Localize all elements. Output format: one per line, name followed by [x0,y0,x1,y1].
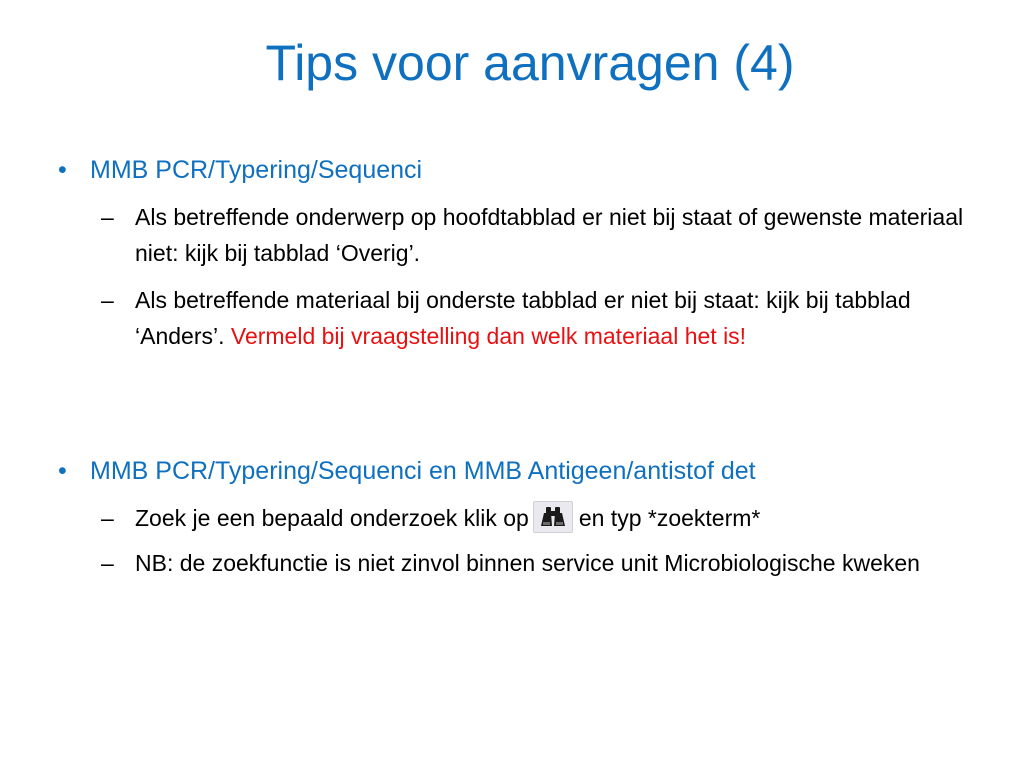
bullet-heading-text: MMB PCR/Typering/Sequenci en MMB Antigeen/antistof det [90,457,756,485]
sub-item-anders [101,282,991,354]
sub-item-text-before: Zoek je een bepaald onderzoek klik op [135,505,529,531]
bullet-glyph: • [58,457,67,485]
dash-glyph: – [101,287,114,313]
sub-item-text-wrap [135,282,991,354]
dash-glyph: – [101,550,114,576]
bullet-heading-pcr-antigeen [58,456,988,486]
dash-glyph: – [101,505,114,531]
bullet-heading-pcr [58,155,988,185]
sub-item-zoek [101,500,991,536]
sub-item-text: Als betreffende onderwerp op hoofdtabblad er niet bij staat of gewenste materiaal niet: kijk bij tabblad ‘Overig’. [135,204,964,266]
sub-item-text-wrap [135,500,991,536]
slide-title: Tips voor aanvragen (4) [265,35,795,91]
binoculars-icon[interactable] [533,501,573,533]
bullet-glyph: • [58,156,67,184]
highlight-text: Vermeld bij vraagstelling dan welk materiaal het is! [230,323,747,349]
dash-glyph: – [101,204,114,230]
sub-item-overig [101,199,991,271]
sub-item-nb [101,545,991,581]
sub-item-text: Als betreffende materiaal bij onderste tabblad er niet bij staat: kijk bij tabblad ‘Anders’. [135,287,911,349]
sub-item-text-after: en typ *zoekterm* [578,505,761,531]
sub-item-text: NB: de zoekfunctie is niet zinvol binnen service unit Microbiologische kweken [135,550,920,576]
bullet-heading-text: MMB PCR/Typering/Sequenci [90,156,423,184]
